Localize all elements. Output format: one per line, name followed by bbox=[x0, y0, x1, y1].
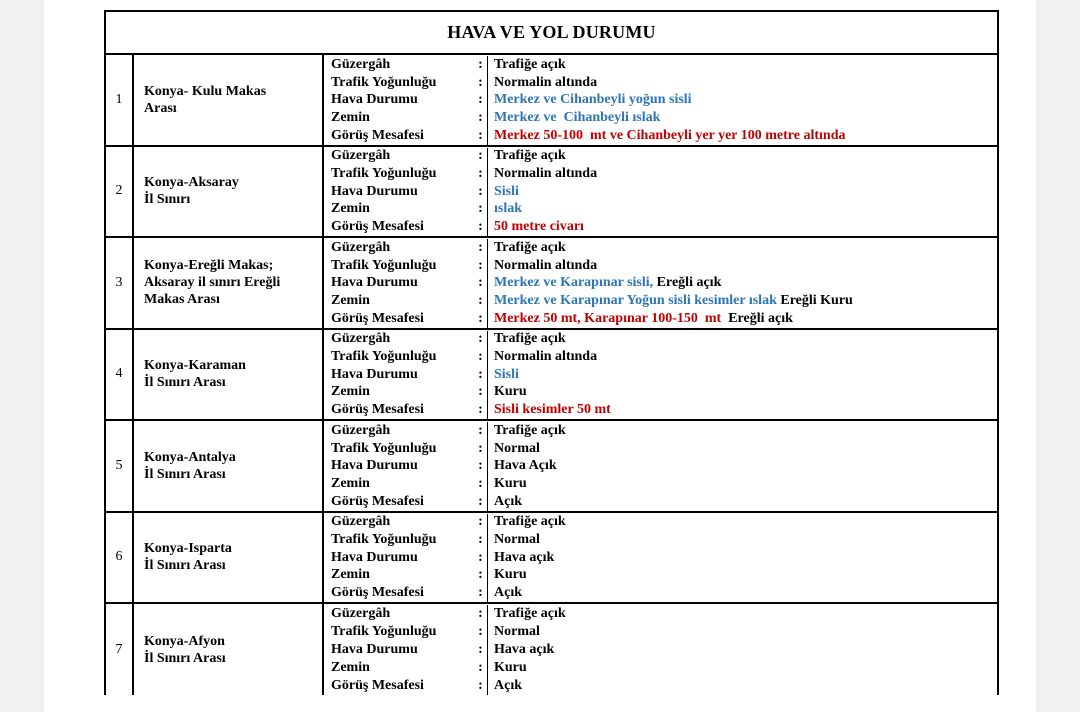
route-number: 1 bbox=[106, 55, 134, 145]
field-separator: : bbox=[474, 531, 488, 549]
field-value-segment: ıslak bbox=[494, 201, 523, 217]
field-separator: : bbox=[474, 127, 488, 145]
field-label: Hava Durumu bbox=[331, 92, 418, 108]
field-value-segment: Merkez ve Cihanbeyli ıslak bbox=[494, 109, 661, 125]
field-value bbox=[488, 311, 793, 327]
field-value-segment: Ereğli açık bbox=[653, 275, 722, 291]
field-label: Güzergâh bbox=[331, 331, 391, 347]
field-value-segment: Sisli bbox=[494, 366, 519, 382]
field-value bbox=[488, 240, 566, 256]
field-row bbox=[324, 218, 997, 236]
field-separator: : bbox=[474, 56, 488, 74]
field-separator: : bbox=[474, 567, 488, 585]
field-value-segment: Merkez 50 mt, Karapınar 100-150 mt bbox=[494, 310, 722, 326]
route-fields bbox=[324, 147, 997, 237]
field-separator: : bbox=[474, 457, 488, 475]
field-row bbox=[324, 74, 997, 92]
field-row bbox=[324, 127, 997, 145]
field-separator: : bbox=[474, 218, 488, 236]
field-row bbox=[324, 148, 997, 166]
field-value-segment: Sisli bbox=[494, 183, 519, 199]
field-value bbox=[488, 293, 853, 309]
field-separator: : bbox=[474, 659, 488, 677]
field-label: Trafik Yoğunluğu bbox=[331, 440, 437, 456]
field-row bbox=[324, 457, 997, 475]
field-label: Trafik Yoğunluğu bbox=[331, 623, 437, 639]
field-row bbox=[324, 659, 997, 677]
route-name-cell bbox=[134, 147, 324, 237]
field-value-segment: Açık bbox=[494, 493, 522, 509]
route-row bbox=[106, 238, 997, 330]
field-row bbox=[324, 401, 997, 419]
field-value bbox=[488, 606, 566, 622]
field-value-segment: Trafiğe açık bbox=[494, 56, 566, 72]
field-label: Güzergâh bbox=[331, 422, 391, 438]
field-separator: : bbox=[474, 366, 488, 384]
field-value-segment: Hava Açık bbox=[494, 458, 557, 474]
field-value bbox=[488, 550, 554, 566]
route-name: Konya-Ereğli Makas; Aksaray il sınırı Ereğli Makas Arası bbox=[144, 258, 281, 308]
field-row bbox=[324, 366, 997, 384]
field-value bbox=[488, 219, 584, 235]
field-row bbox=[324, 274, 997, 292]
field-label: Trafik Yoğunluğu bbox=[331, 349, 437, 365]
field-separator: : bbox=[474, 348, 488, 366]
field-value-segment: Trafiğe açık bbox=[494, 239, 566, 255]
field-label: Görüş Mesafesi bbox=[331, 310, 424, 326]
field-value-segment: Trafiğe açık bbox=[494, 331, 566, 347]
field-value bbox=[488, 384, 527, 400]
field-separator: : bbox=[474, 292, 488, 310]
field-row bbox=[324, 239, 997, 257]
route-number: 7 bbox=[106, 604, 134, 695]
field-row bbox=[324, 531, 997, 549]
field-value-segment: Normalin altında bbox=[494, 257, 598, 273]
field-row bbox=[324, 56, 997, 74]
field-value bbox=[488, 624, 540, 640]
route-row bbox=[106, 421, 997, 513]
field-row bbox=[324, 183, 997, 201]
field-value bbox=[488, 532, 540, 548]
field-separator: : bbox=[474, 549, 488, 567]
field-label: Zemin bbox=[331, 109, 370, 125]
field-separator: : bbox=[474, 239, 488, 257]
route-name: Konya-Karaman İl Sınırı Arası bbox=[144, 358, 246, 391]
route-name: Konya- Kulu Makas Arası bbox=[144, 83, 267, 116]
field-value bbox=[488, 402, 611, 418]
field-row bbox=[324, 292, 997, 310]
field-label: Hava Durumu bbox=[331, 366, 418, 382]
field-row bbox=[324, 475, 997, 493]
route-row bbox=[106, 513, 997, 605]
field-row bbox=[324, 310, 997, 328]
route-row bbox=[106, 147, 997, 239]
field-separator: : bbox=[474, 641, 488, 659]
field-label: Güzergâh bbox=[331, 148, 391, 164]
field-value-segment: Kuru bbox=[494, 660, 527, 676]
field-separator: : bbox=[474, 109, 488, 127]
field-value-segment: Trafiğe açık bbox=[494, 422, 566, 438]
field-label: Hava Durumu bbox=[331, 458, 418, 474]
field-separator: : bbox=[474, 257, 488, 275]
field-row bbox=[324, 201, 997, 219]
field-separator: : bbox=[474, 384, 488, 402]
field-label: Görüş Mesafesi bbox=[331, 219, 424, 235]
field-value-segment: Trafiğe açık bbox=[494, 514, 566, 530]
field-value bbox=[488, 585, 522, 601]
field-separator: : bbox=[474, 493, 488, 511]
route-number: 5 bbox=[106, 421, 134, 511]
road-weather-table bbox=[104, 10, 999, 695]
field-label: Görüş Mesafesi bbox=[331, 493, 424, 509]
route-row bbox=[106, 330, 997, 422]
field-label: Görüş Mesafesi bbox=[331, 127, 424, 143]
route-fields bbox=[324, 421, 997, 511]
field-value-segment: Normal bbox=[494, 623, 540, 639]
route-fields bbox=[324, 238, 997, 328]
field-separator: : bbox=[474, 677, 488, 695]
field-label: Hava Durumu bbox=[331, 183, 418, 199]
field-label: Trafik Yoğunluğu bbox=[331, 532, 437, 548]
field-value bbox=[488, 441, 540, 457]
field-label: Hava Durumu bbox=[331, 549, 418, 565]
field-value bbox=[488, 458, 557, 474]
field-value bbox=[488, 476, 527, 492]
route-fields bbox=[324, 604, 997, 695]
field-separator: : bbox=[474, 331, 488, 349]
field-value-segment: Hava açık bbox=[494, 641, 555, 657]
route-fields bbox=[324, 330, 997, 420]
field-value-segment: Hava açık bbox=[494, 549, 555, 565]
field-value bbox=[488, 166, 597, 182]
table-title: HAVA VE YOL DURUMU bbox=[106, 12, 997, 55]
field-value bbox=[488, 258, 597, 274]
field-value bbox=[488, 201, 522, 217]
field-label: Zemin bbox=[331, 567, 370, 583]
field-row bbox=[324, 109, 997, 127]
route-number: 3 bbox=[106, 238, 134, 328]
field-label: Zemin bbox=[331, 201, 370, 217]
route-name: Konya-Aksaray İl Sınırı bbox=[144, 175, 239, 208]
field-value-segment: Normalin altında bbox=[494, 166, 598, 182]
field-value-segment: Merkez ve Karapınar Yoğun sisli kesimler ıslak bbox=[494, 292, 777, 308]
route-rows bbox=[106, 55, 997, 695]
field-separator: : bbox=[474, 91, 488, 109]
field-label: Hava Durumu bbox=[331, 641, 418, 657]
field-value bbox=[488, 75, 597, 91]
route-row bbox=[106, 604, 997, 695]
field-row bbox=[324, 348, 997, 366]
route-name: Konya-Antalya İl Sınırı Arası bbox=[144, 449, 236, 482]
field-row bbox=[324, 257, 997, 275]
field-value bbox=[488, 642, 554, 658]
field-value-segment: Normal bbox=[494, 440, 540, 456]
field-value bbox=[488, 678, 522, 694]
field-value-segment: Merkez ve Cihanbeyli yoğun sisli bbox=[494, 92, 692, 108]
field-value-segment: Ereğli açık bbox=[721, 310, 793, 326]
field-value-segment: 50 metre civarı bbox=[494, 219, 584, 235]
field-row bbox=[324, 91, 997, 109]
field-separator: : bbox=[474, 201, 488, 219]
field-separator: : bbox=[474, 584, 488, 602]
field-value bbox=[488, 148, 566, 164]
field-label: Zemin bbox=[331, 475, 370, 491]
field-separator: : bbox=[474, 148, 488, 166]
field-row bbox=[324, 165, 997, 183]
field-label: Trafik Yoğunluğu bbox=[331, 74, 437, 90]
field-value-segment: Ereğli Kuru bbox=[776, 292, 853, 308]
route-number: 4 bbox=[106, 330, 134, 420]
field-value bbox=[488, 110, 660, 126]
field-value-segment: Açık bbox=[494, 585, 522, 601]
route-fields bbox=[324, 55, 997, 145]
field-row bbox=[324, 567, 997, 585]
field-separator: : bbox=[474, 165, 488, 183]
field-label: Zemin bbox=[331, 292, 370, 308]
route-name-cell bbox=[134, 238, 324, 328]
field-value bbox=[488, 367, 519, 383]
field-value-segment: Trafiğe açık bbox=[494, 605, 566, 621]
field-separator: : bbox=[474, 74, 488, 92]
field-separator: : bbox=[474, 183, 488, 201]
field-label: Zemin bbox=[331, 660, 370, 676]
field-value bbox=[488, 57, 566, 73]
field-label: Zemin bbox=[331, 384, 370, 400]
field-value bbox=[488, 567, 527, 583]
field-value bbox=[488, 184, 519, 200]
field-label: Güzergâh bbox=[331, 239, 391, 255]
field-row bbox=[324, 422, 997, 440]
field-value-segment: Merkez 50-100 mt ve Cihanbeyli yer yer 100 metre altında bbox=[494, 127, 846, 143]
field-value-segment: Merkez ve Karapınar sisli, bbox=[494, 275, 654, 291]
field-value bbox=[488, 494, 522, 510]
field-row bbox=[324, 331, 997, 349]
field-value-segment: Açık bbox=[494, 678, 522, 694]
field-label: Trafik Yoğunluğu bbox=[331, 257, 437, 273]
field-row bbox=[324, 493, 997, 511]
field-value bbox=[488, 423, 566, 439]
field-value-segment: Normalin altında bbox=[494, 349, 598, 365]
field-row bbox=[324, 623, 997, 641]
field-separator: : bbox=[474, 605, 488, 623]
field-separator: : bbox=[474, 440, 488, 458]
field-separator: : bbox=[474, 310, 488, 328]
route-name: Konya-Afyon İl Sınırı Arası bbox=[144, 633, 226, 666]
field-row bbox=[324, 440, 997, 458]
field-row bbox=[324, 514, 997, 532]
route-name: Konya-Isparta İl Sınırı Arası bbox=[144, 541, 232, 574]
route-name-cell bbox=[134, 55, 324, 145]
field-label: Trafik Yoğunluğu bbox=[331, 166, 437, 182]
field-separator: : bbox=[474, 401, 488, 419]
field-separator: : bbox=[474, 274, 488, 292]
field-label: Hava Durumu bbox=[331, 275, 418, 291]
field-label: Görüş Mesafesi bbox=[331, 402, 424, 418]
field-row bbox=[324, 605, 997, 623]
field-value bbox=[488, 275, 721, 291]
field-row bbox=[324, 584, 997, 602]
field-separator: : bbox=[474, 514, 488, 532]
field-separator: : bbox=[474, 422, 488, 440]
field-value-segment: Normalin altında bbox=[494, 74, 598, 90]
field-row bbox=[324, 677, 997, 695]
route-number: 2 bbox=[106, 147, 134, 237]
field-value bbox=[488, 92, 692, 108]
route-name-cell bbox=[134, 421, 324, 511]
field-label: Görüş Mesafesi bbox=[331, 585, 424, 601]
field-value-segment: Kuru bbox=[494, 475, 527, 491]
field-value-segment: Sisli kesimler 50 mt bbox=[494, 402, 611, 418]
field-label: Güzergâh bbox=[331, 56, 391, 72]
field-row bbox=[324, 549, 997, 567]
field-label: Güzergâh bbox=[331, 514, 391, 530]
route-number: 6 bbox=[106, 513, 134, 603]
field-separator: : bbox=[474, 623, 488, 641]
field-label: Güzergâh bbox=[331, 605, 391, 621]
route-name-cell bbox=[134, 604, 324, 695]
field-value bbox=[488, 514, 566, 530]
route-name-cell bbox=[134, 513, 324, 603]
route-row bbox=[106, 55, 997, 147]
route-fields bbox=[324, 513, 997, 603]
field-value bbox=[488, 128, 845, 144]
field-row bbox=[324, 641, 997, 659]
field-value bbox=[488, 660, 527, 676]
field-value bbox=[488, 349, 597, 365]
field-value-segment: Trafiğe açık bbox=[494, 148, 566, 164]
field-value-segment: Normal bbox=[494, 532, 540, 548]
field-value-segment: Kuru bbox=[494, 384, 527, 400]
field-label: Görüş Mesafesi bbox=[331, 678, 424, 694]
field-value-segment: Kuru bbox=[494, 567, 527, 583]
field-value bbox=[488, 331, 566, 347]
field-row bbox=[324, 384, 997, 402]
route-name-cell bbox=[134, 330, 324, 420]
field-separator: : bbox=[474, 475, 488, 493]
